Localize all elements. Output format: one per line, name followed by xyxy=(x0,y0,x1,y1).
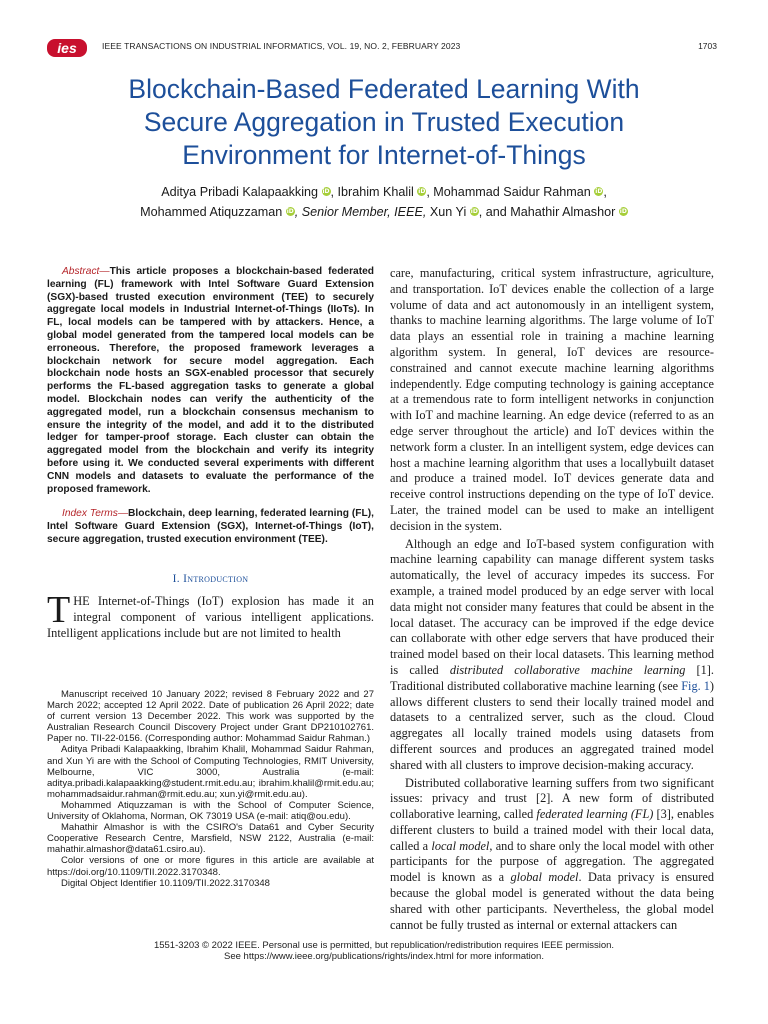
orcid-icon[interactable]: iD xyxy=(322,188,330,195)
right-column xyxy=(390,266,714,935)
author-name: , Ibrahim Khalil xyxy=(330,185,414,199)
footnote-manuscript: Manuscript received 10 January 2022; revised 8 February 2022 and 27 March 2022; accepted 12 April 2022. Date of publication 26 April 2022; date of current version 13 December 2022. This work was supported by the Australian Research Council Discovery Project under Grant DP210102761. Paper no. TII-22-0156. (Corresponding author: Mohammad Saidur Rahman.) xyxy=(47,689,374,745)
abstract-text: This article proposes a blockchain-based federated learning (FL) framework with Intel Software Guard Extension (SGX)-based trusted execution environment (TEE) to securely aggregate local models in Industrial Internet-of-Things (IIoTs). In FL, local models can be tampered with by attackers. Hence, a global model generated from the tampered local models can be erroneous. Therefore, the proposed framework leverages a blockchain network for secure model aggregation. Each blockchain node hosts an SGX-enabled processor that securely performs the FL-based aggregation tasks to generate a global model. Blockchain nodes can verify the authenticity of the aggregated model, run a blockchain consensus mechanism to ensure the integrity of the model, and add it to the distributed ledger for tamper-proof storage. Each cluster can obtain the aggregated model from the blockchain and verify its integrity before using it. We conducted several experiments with different CNN models and datasets to evaluate the performance of the proposed framework. xyxy=(47,266,374,495)
footnotes xyxy=(47,689,374,889)
copyright-line: 1551-3203 © 2022 IEEE. Personal use is permitted, but republication/redistribution requires IEEE permission. xyxy=(153,940,615,951)
orcid-icon[interactable]: iD xyxy=(286,208,294,215)
paragraph: care, manufacturing, critical system infrastructure, agriculture, and transportation. IoT devices enable the collection of a large volume of data and act autonomously in an intelligent system, thanks to machine learning algorithms. The large volume of IoT data plays an essential role in training a machine learning algorithm system. In general, IoT devices are resource-constrained and cannot execute machine learning algorithms independently. Edge computing technology is gaining acceptance at a tremendous rate to form intelligent networks in conjunction with IoT and machine learning. An edge device (referred to as an edge server throughout the article) and IoT devices within the network form a cluster. In an intelligent system, edge devices can host a machine learning algorithm that uses a locallybuilt dataset and produce a trained model. IoT devices generate data and receive control instructions depending on the type of IoT device. Later, the trained model can be used to make an intelligent decision in the system. xyxy=(390,266,714,533)
author-name: Xun Yi xyxy=(426,205,467,219)
rights-link-line: See https://www.ieee.org/publications/rights/index.html for more information. xyxy=(224,951,544,962)
orcid-icon[interactable]: iD xyxy=(595,188,603,195)
orcid-icon[interactable]: iD xyxy=(470,208,478,215)
footnote-doi: Digital Object Identifier 10.1109/TII.2022.3170348 xyxy=(61,877,270,889)
footnote-color: Color versions of one or more figures in this article are available at https://doi.org/10.1109/TII.2022.3170348. xyxy=(47,855,374,878)
title-line: Environment for Internet-of-Things xyxy=(182,140,586,170)
separator: , xyxy=(603,185,607,199)
author-name: , Mohammad Saidur Rahman xyxy=(426,185,591,199)
section-title: Introduction xyxy=(183,572,249,585)
paragraph: Although an edge and IoT-based system configuration with machine learning capability can manage different system tasks automatically, the level of accuracy impedes its success. For example, a trained model produced by an edge server with local data might not consider many features that could be absent in the local dataset. The accuracy can be improved if the edge device can collaborate with other edge servers that have produced their trained model based on their local datasets. This learning method is called distributed collaborative machine learning [1]. Traditional distributed collaborative machine learning (see Fig. 1) allows different clusters to send their locally trained model and datasets to a centralized server, such as the cloud. Cloud aggregates all locally trained models using datasets from different sources and produces an aggregated trained model shared with all clusters to improve decision-making accuracy. xyxy=(390,536,714,772)
left-column xyxy=(47,266,374,641)
copyright-footer xyxy=(40,940,728,962)
intro-text: Internet-of-Things (IoT) explosion has made it an integral component of various intelligent applications. Intelligent applications include but are not limited to health xyxy=(47,593,374,640)
intro-paragraph xyxy=(47,588,374,641)
abstract-label: Abstract xyxy=(62,266,100,277)
author-title: , Senior Member, IEEE, xyxy=(294,205,427,219)
author-name: Aditya Pribadi Kalapaakking xyxy=(161,185,319,199)
index-terms-text: Blockchain, deep learning, federated learning (FL), Intel Software Guard Extension (SGX), Internet-of-Things (IoT), secure aggregation, trusted execution environment (TEE). xyxy=(47,508,374,545)
abstract: Abstract—This article proposes a blockchain-based federated learning (FL) framework with Intel Software Guard Extension (SGX)-based trusted execution environment (TEE) to securely aggregate local models in Industrial Internet-of-Things (IIoTs). In FL, local models can be tampered with by attackers. Hence, a global model generated from the tampered local models can be erroneous. Therefore, the proposed framework leverages a blockchain network for secure model aggregation. Each blockchain node hosts an SGX-enabled processor that securely performs the FL-based aggregation tasks to generate a global model. Blockchain nodes can verify the authenticity of the aggregated model, run a blockchain consensus mechanism to ensure the integrity of the model, and add it to the distributed ledger for tamper-proof storage. Each cluster can obtain the aggregated model from the blockchain and verify its integrity before using it. We conducted several experiments with different CNN models and datasets to evaluate the performance of the proposed framework. xyxy=(47,266,374,495)
ies-logo xyxy=(47,38,87,58)
index-terms: Index Terms—Blockchain, deep learning, federated learning (FL), Intel Software Guard Extension (SGX), Internet-of-Things (IoT), secure aggregation, trusted execution environment (TEE). xyxy=(47,508,374,545)
orcid-icon[interactable]: iD xyxy=(619,208,627,215)
paragraph: Distributed collaborative learning suffers from two significant issues: privacy and trust [2]. A new form of distributed collaborative learning, called federated learning (FL) [3], enables different clusters to build a trained model with their local data, called a local model, and to share only the local model with other participants for the purpose of aggregation. The aggregated model is known as a global model. Data privacy is ensured because the global model is generated without the data being shared with other participants. Nevertheless, the global model cannot be fully trusted as internal or external attackers can xyxy=(390,775,715,932)
body-text xyxy=(390,266,714,933)
first-word: HE xyxy=(73,593,90,608)
section-number: I. xyxy=(172,572,184,585)
author-name: Mohammed Atiquzzaman xyxy=(140,205,283,219)
dropcap: T xyxy=(47,588,71,631)
orcid-icon[interactable]: iD xyxy=(418,188,426,195)
author-list xyxy=(40,182,728,222)
footnote-affiliation: Mahathir Almashor is with the CSIRO's Data61 and Cyber Security Cooperative Research Centre, Marsfield, NSW 2122, Australia (e-mail: mahathir.almashor@data61.csiro.au). xyxy=(47,822,374,856)
footnote-affiliation: Mohammed Atiquzzaman is with the School of Computer Science, University of Oklahoma, Norman, OK 73019 USA (e-mail: atiq@ou.edu). xyxy=(47,799,374,823)
figure-link[interactable]: Fig. 1 xyxy=(681,678,710,693)
index-terms-label: Index Terms xyxy=(62,508,118,520)
title-line: Secure Aggregation in Trusted Execution xyxy=(143,107,625,137)
logo-text: ies xyxy=(57,40,77,56)
section-heading xyxy=(47,573,374,585)
running-head: IEEE TRANSACTIONS ON INDUSTRIAL INFORMATICS, VOL. 19, NO. 2, FEBRUARY 2023 xyxy=(102,41,461,51)
paper-title xyxy=(40,73,728,172)
title-line: Blockchain-Based Federated Learning With xyxy=(128,74,640,104)
page-number: 1703 xyxy=(698,41,717,51)
author-name: , and Mahathir Almashor xyxy=(478,205,616,219)
footnote-affiliation: Aditya Pribadi Kalapaakking, Ibrahim Khalil, Mohammad Saidur Rahman, and Xun Yi are with the School of Computing Technologies, RMIT University, Melbourne, VIC 3000, Australia (e-mail: aditya.pribadi.kalapaakking@student.rmit.edu.au; ibrahim.khalil@rmit.edu.au; mohammadsaidur.rahman@rmit.edu.au; xun.yi@rmit.edu.au). xyxy=(47,744,374,800)
